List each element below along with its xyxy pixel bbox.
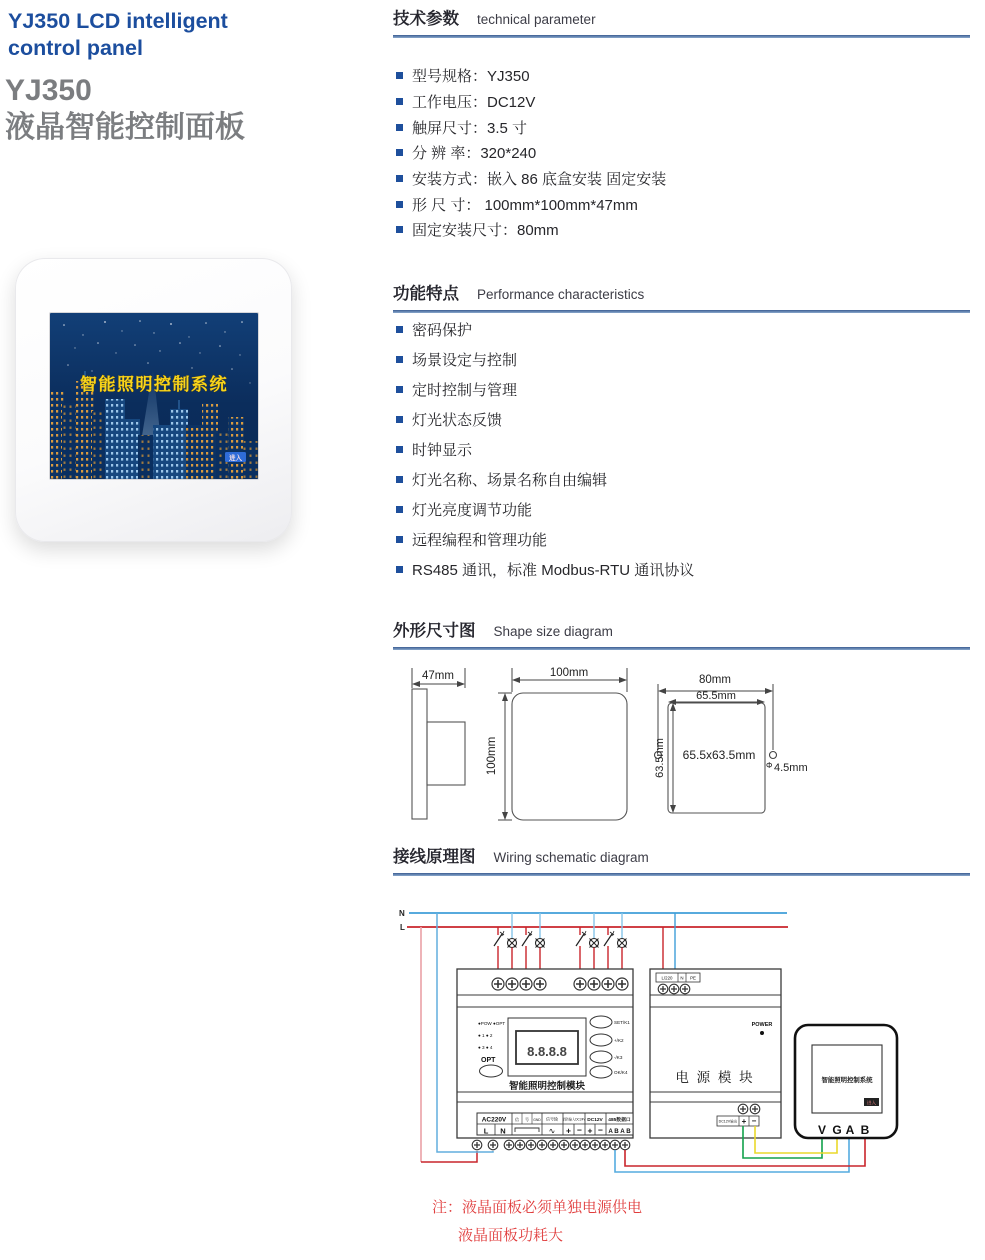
bullet-square-icon bbox=[396, 175, 403, 182]
dc-minus: − bbox=[598, 1125, 603, 1135]
tech-param-text: 触屏尺寸：3.5 寸 bbox=[412, 119, 528, 137]
seven-segment-display bbox=[508, 1018, 586, 1076]
shape-heading-en: Shape size diagram bbox=[493, 624, 613, 639]
control-module bbox=[457, 969, 633, 1150]
feature-text: 时钟显示 bbox=[412, 441, 473, 459]
dim-mount-outer: 80mm bbox=[699, 674, 731, 686]
tech-heading-rule bbox=[393, 35, 970, 38]
btn-set-label: SET/K1 bbox=[614, 1020, 630, 1025]
bullet-square-icon bbox=[396, 98, 403, 105]
led-row-1-2: ● 1 ● 2 bbox=[478, 1033, 493, 1038]
feature-text: 灯光状态反馈 bbox=[412, 411, 503, 429]
bullet-square-icon bbox=[396, 566, 403, 573]
term-signal: 信号输 bbox=[546, 1116, 558, 1122]
panel-pin-b: B bbox=[860, 1123, 870, 1137]
term-col1: 信 bbox=[515, 1117, 519, 1122]
list-item bbox=[396, 404, 970, 434]
features-heading-rule bbox=[393, 310, 970, 313]
bottom-terminals bbox=[472, 1140, 630, 1150]
list-item bbox=[396, 114, 970, 140]
bullet-square-icon bbox=[396, 124, 403, 131]
page-title-en-line2: control panel bbox=[8, 36, 143, 60]
power-led-label: POWER bbox=[751, 1022, 773, 1028]
term-ac220v: AC220V bbox=[481, 1116, 507, 1124]
tech-heading-en: technical parameter bbox=[477, 12, 596, 27]
list-item bbox=[396, 464, 970, 494]
screen-artwork bbox=[50, 313, 258, 479]
dim-hole-phi: Φ bbox=[766, 761, 773, 770]
list-item bbox=[396, 344, 970, 374]
list-item bbox=[396, 494, 970, 524]
feature-text: 定时控制与管理 bbox=[412, 381, 518, 399]
feature-text: 灯光名称、场景名称自由编辑 bbox=[412, 471, 608, 489]
shape-heading-rule bbox=[393, 647, 970, 650]
bullet-square-icon bbox=[396, 446, 403, 453]
term-n: N bbox=[500, 1126, 506, 1136]
bus-l-label: L bbox=[400, 923, 405, 932]
footnote-line2: 液晶面板功耗大 bbox=[458, 1227, 564, 1244]
side-view bbox=[412, 668, 465, 819]
pm-out-minus: − bbox=[751, 1116, 757, 1126]
tech-param-text: 分 辨 率：320*240 bbox=[412, 145, 537, 163]
tech-params-list bbox=[396, 63, 970, 243]
panel-pin-g: G bbox=[832, 1123, 842, 1137]
bullet-square-icon bbox=[396, 72, 403, 79]
list-item bbox=[396, 314, 970, 344]
tech-param-text: 工作电压：DC12V bbox=[412, 94, 536, 112]
pm-term-l220: L/220 bbox=[661, 975, 673, 981]
bullet-square-icon bbox=[396, 201, 403, 208]
wiring-heading-rule bbox=[393, 873, 970, 876]
tech-param-text: 型号规格：YJ350 bbox=[412, 68, 530, 86]
term-fire-input: 消防输入DC24V bbox=[562, 1117, 586, 1122]
opt-button-label: OPT bbox=[481, 1057, 496, 1064]
model-number: YJ350 bbox=[5, 74, 92, 107]
features-list bbox=[396, 314, 970, 584]
led-row-3-4: ● 3 ● 4 bbox=[478, 1045, 493, 1050]
dim-front-width: 100mm bbox=[549, 667, 589, 679]
fire-minus: − bbox=[577, 1125, 582, 1135]
power-output-labels bbox=[717, 1116, 759, 1126]
footnote bbox=[432, 1194, 642, 1250]
term-dc12v: DC12V bbox=[587, 1118, 603, 1123]
page-title-en bbox=[8, 8, 228, 62]
bullet-square-icon bbox=[396, 226, 403, 233]
pm-term-pe: PE bbox=[690, 975, 696, 981]
bullet-square-icon bbox=[396, 506, 403, 513]
lamp-circuits bbox=[493, 913, 627, 978]
page-title-model bbox=[5, 72, 245, 146]
panel-pin-v: V bbox=[817, 1123, 827, 1137]
power-led bbox=[760, 1031, 764, 1035]
power-input-terminals bbox=[658, 984, 690, 994]
term-485: 485数据口 bbox=[608, 1118, 631, 1123]
enter-button bbox=[225, 452, 246, 462]
bullet-square-icon bbox=[396, 149, 403, 156]
front-view bbox=[498, 668, 627, 820]
dim-hole-dia: 4.5mm bbox=[774, 762, 808, 774]
lcd-touch-panel bbox=[795, 1025, 897, 1138]
list-item bbox=[396, 434, 970, 464]
dim-side-width: 47mm bbox=[422, 670, 454, 682]
list-item bbox=[396, 524, 970, 554]
screen-title-text: 智能照明控制系统 bbox=[80, 375, 228, 394]
bullet-square-icon bbox=[396, 326, 403, 333]
power-input-labels bbox=[656, 973, 700, 982]
list-item bbox=[396, 89, 970, 115]
control-module-name: 智能照明控制模块 bbox=[508, 1081, 586, 1092]
product-photo-screen bbox=[49, 312, 259, 480]
tech-param-text: 安装方式：嵌入 86 底盒安装 固定安装 bbox=[412, 171, 667, 189]
list-item bbox=[396, 554, 970, 584]
dim-mount-side: 63.5mm bbox=[654, 738, 666, 778]
page-title-en-line1: YJ350 LCD intelligent bbox=[8, 9, 228, 33]
section-features bbox=[393, 280, 970, 313]
panel-enter-label: 进入 bbox=[866, 1100, 877, 1106]
wiring-heading-en: Wiring schematic diagram bbox=[493, 850, 649, 865]
dc-plus: + bbox=[587, 1125, 593, 1136]
tech-param-text: 形 尺 寸： 100mm*100mm*47mm bbox=[412, 196, 638, 214]
term-gnd: GND bbox=[533, 1118, 541, 1122]
btn-plus-label: +/K2 bbox=[614, 1038, 624, 1043]
led-row-pow-opt: ●POW ●OPT bbox=[478, 1021, 506, 1026]
term-col2: 号 bbox=[525, 1117, 529, 1122]
feature-text: 远程编程和管理功能 bbox=[412, 531, 548, 549]
wiring-heading-cn: 接线原理图 bbox=[393, 848, 476, 866]
section-shape bbox=[393, 617, 970, 650]
dim-mount-top: 65.5mm bbox=[696, 690, 736, 702]
panel-screen-title: 智能照明控制系统 bbox=[821, 1077, 873, 1084]
feature-text: 密码保护 bbox=[412, 321, 473, 339]
model-name-cn: 液晶智能控制面板 bbox=[5, 111, 245, 144]
footnote-line1: 注：液晶面板必须单独电源供电 bbox=[432, 1199, 643, 1216]
features-heading-cn: 功能特点 bbox=[393, 285, 459, 303]
bullet-square-icon bbox=[396, 386, 403, 393]
term-l: L bbox=[483, 1126, 489, 1136]
list-item bbox=[396, 217, 970, 243]
bullet-square-icon bbox=[396, 416, 403, 423]
feature-text: RS485 通讯，标准 Modbus-RTU 通讯协议 bbox=[412, 561, 695, 579]
bullet-square-icon bbox=[396, 476, 403, 483]
power-module-name: 电 源 模 块 bbox=[675, 1070, 755, 1085]
power-module bbox=[650, 913, 781, 1138]
btn-ok-label: OK/K4 bbox=[614, 1070, 628, 1075]
features-heading-en: Performance characteristics bbox=[477, 287, 645, 302]
pm-out-plus: + bbox=[741, 1117, 747, 1126]
pm-term-n: N bbox=[680, 975, 684, 981]
shape-heading-cn: 外形尺寸图 bbox=[393, 622, 476, 640]
feature-text: 灯光亮度调节功能 bbox=[412, 501, 533, 519]
terminal-label-table bbox=[477, 1113, 633, 1136]
wiring-schematic-diagram bbox=[395, 895, 985, 1190]
list-item bbox=[396, 63, 970, 89]
tech-heading-cn: 技术参数 bbox=[393, 10, 459, 28]
btn-minus-label: -/K3 bbox=[614, 1055, 623, 1060]
tech-param-text: 固定安装尺寸：80mm bbox=[412, 222, 559, 240]
section-wiring bbox=[393, 843, 970, 876]
product-photo-panel bbox=[15, 258, 292, 542]
panel-pin-a: A bbox=[845, 1123, 855, 1137]
shape-size-diagram bbox=[400, 660, 985, 840]
enter-button-label: 进入 bbox=[229, 455, 242, 462]
bullet-square-icon bbox=[396, 356, 403, 363]
dim-front-height: 100mm bbox=[486, 736, 498, 776]
section-tech-params bbox=[393, 5, 970, 38]
bullet-square-icon bbox=[396, 536, 403, 543]
term-485-pins: A B A B bbox=[608, 1128, 631, 1135]
dim-mount-center: 65.5x63.5mm bbox=[682, 748, 756, 762]
fire-plus: + bbox=[566, 1125, 571, 1136]
list-item bbox=[396, 140, 970, 166]
list-item bbox=[396, 374, 970, 404]
feature-text: 场景设定与控制 bbox=[412, 351, 518, 369]
list-item bbox=[396, 166, 970, 192]
pm-out-label: DC12V输出 bbox=[718, 1119, 738, 1124]
list-item bbox=[396, 191, 970, 217]
signal-wave-symbol: ∿ bbox=[548, 1126, 556, 1136]
display-digits: 8.8.8.8 bbox=[527, 1044, 567, 1059]
bus-n-label: N bbox=[399, 909, 405, 918]
